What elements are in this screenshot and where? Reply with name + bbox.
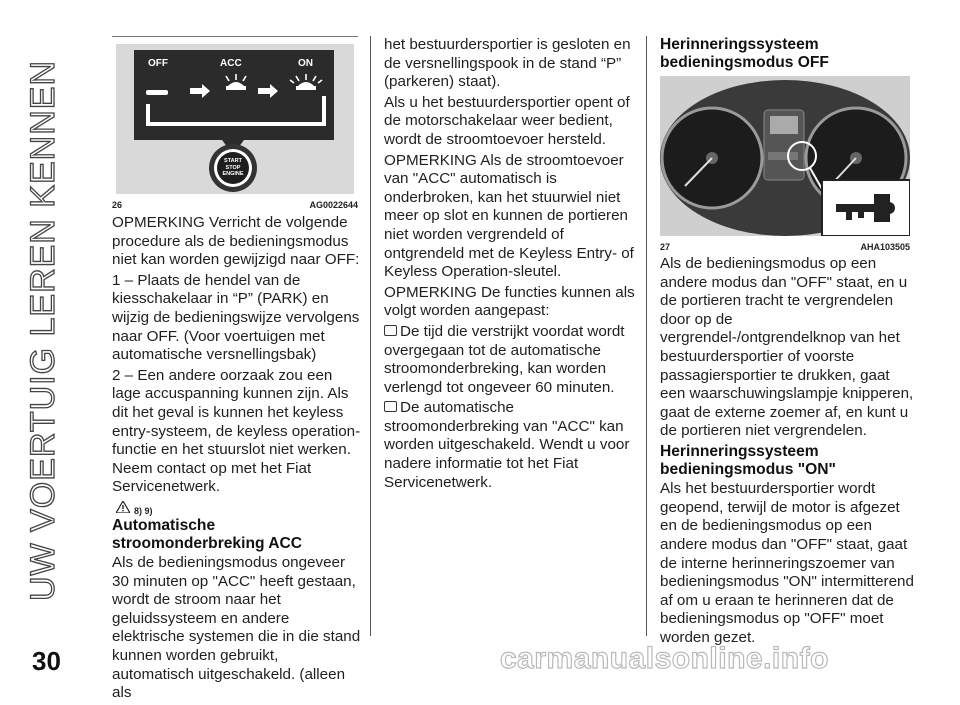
instrument-cluster-illustration — [660, 76, 910, 236]
figure-27-code: AHA103505 — [860, 242, 910, 252]
col2-paragraph-4: OPMERKING De functies kunnen als volgt worden aangepast: — [384, 283, 635, 320]
figure-27 — [660, 76, 910, 236]
side-title — [8, 30, 78, 630]
col1-paragraph-1: OPMERKING Verricht de volgende procedure als de bedieningsmodus niet kan worden gewijzigd naar OFF: — [112, 214, 360, 269]
warning-refs — [112, 499, 362, 515]
watermark: carmanualsonline.info — [500, 642, 829, 675]
column-1 — [112, 214, 362, 705]
heading-reminder-off: Herinneringssysteem bedieningsmodus OFF — [660, 36, 829, 71]
button-line-3: ENGINE — [222, 171, 244, 177]
label-on: ON — [298, 58, 313, 69]
col3-paragraph-1: Als de bedieningsmodus op een andere modus dan "OFF" staat, en u de portieren tracht te vergrendelen door op de vergrendel-/ontgrendelknop van het bestuurdersportier of voorste passagiersportier te drukken, gaat een waarschuwingslampje knipperen, gaat de externe zoemer af, en kunt u de portieren niet vergrendelen. — [660, 255, 914, 440]
column-rule-left — [370, 36, 371, 636]
col3-paragraph-2: Als het bestuurdersportier wordt geopend, terwijl de motor is afgezet en de bedieningsmodus op een andere modus dan "OFF" staat, gaat de interne herinneringszoemer van bedieningsmodus "ON" intermitterend af om u eraan te herinneren dat de bedieningsmodus op "OFF" moet worden gezet. — [660, 480, 914, 646]
col2-paragraph-1: het bestuurdersportier is gesloten en de versnellingspook in de stand “P” (parkeren) staat). — [384, 36, 631, 91]
column-3 — [660, 255, 915, 649]
figure-27-caption — [660, 242, 910, 252]
label-off: OFF — [148, 58, 168, 69]
figure-26 — [112, 36, 358, 196]
col2-paragraph-6-text: De automatische stroomonderbreking van "ACC" kan worden uitgeschakeld. Wendt u voor nadere informatie tot het Fiat Servicenetwerk. — [384, 399, 630, 491]
column-rule-right — [646, 36, 647, 636]
warning-refs-text: 8) 9) — [134, 505, 153, 516]
note-icon — [384, 401, 397, 412]
col1-paragraph-2: 1 – Plaats de hendel van de kiesschakelaar in “P” (PARK) en wijzig de bedieningswijze vervolgens naar OFF. (Voor voertuigen met automatische versnellingsbak) — [112, 271, 360, 364]
note-icon — [384, 325, 397, 336]
heading-reminder-on: Herinneringssysteem bedieningsmodus "ON" — [660, 442, 836, 478]
col2-paragraph-2: Als u het bestuurdersportier opent of de motorschakelaar weer bedient, wordt de stroomtoevoer hersteld. — [384, 93, 630, 148]
label-acc: ACC — [220, 58, 242, 69]
figure-27-number: 27 — [660, 242, 671, 252]
side-title-text: UW VOERTUIG LEREN KENNEN — [23, 59, 62, 601]
heading-auto-power-off: Automatische stroomonderbreking ACC — [112, 516, 303, 552]
page-number: 30 — [32, 646, 61, 676]
col1-paragraph-3: 2 – Een andere oorzaak zou een lage accuspanning kunnen zijn. Als dit het geval is kunnen het keyless entry-systeem, de keyless operation-functie en het stuurslot niet werken. Neem contact op met het Fiat Servicenetwerk. — [112, 366, 361, 496]
column-2 — [384, 36, 636, 494]
start-stop-button-label — [213, 158, 253, 178]
col1-paragraph-4: Als de bedieningsmodus ongeveer 30 minuten op "ACC" heeft gestaan, wordt de stroom naar het geluidssysteem en andere elektrische systemen die in die stand kunnen worden gebruikt, automatisch uitgeschakeld. (alleen als — [112, 554, 361, 702]
col2-paragraph-6 — [384, 399, 636, 492]
button-line-2: STOP — [225, 164, 241, 171]
col2-paragraph-5-text: De tijd die verstrijkt voordat wordt overgegaan tot de automatische stroomonderbreking, kan worden verlengd tot ongeveer 60 minuten. — [384, 322, 625, 396]
col2-paragraph-3: OPMERKING Als de stroomtoevoer van "ACC" automatisch is onderbroken, kan het stuurwiel niet meer op slot en kunnen de portieren niet worden vergrendeld of ontgrendeld met de Keyless Entry- of Keyless Operation-sleutel. — [384, 151, 634, 281]
button-line-1: START — [224, 158, 242, 164]
figure-26-code: AG0022644 — [309, 200, 358, 210]
figure-26-number: 26 — [112, 200, 123, 210]
col2-paragraph-5 — [384, 323, 636, 397]
figure-26-caption — [112, 200, 358, 210]
warning-icon — [116, 501, 130, 513]
